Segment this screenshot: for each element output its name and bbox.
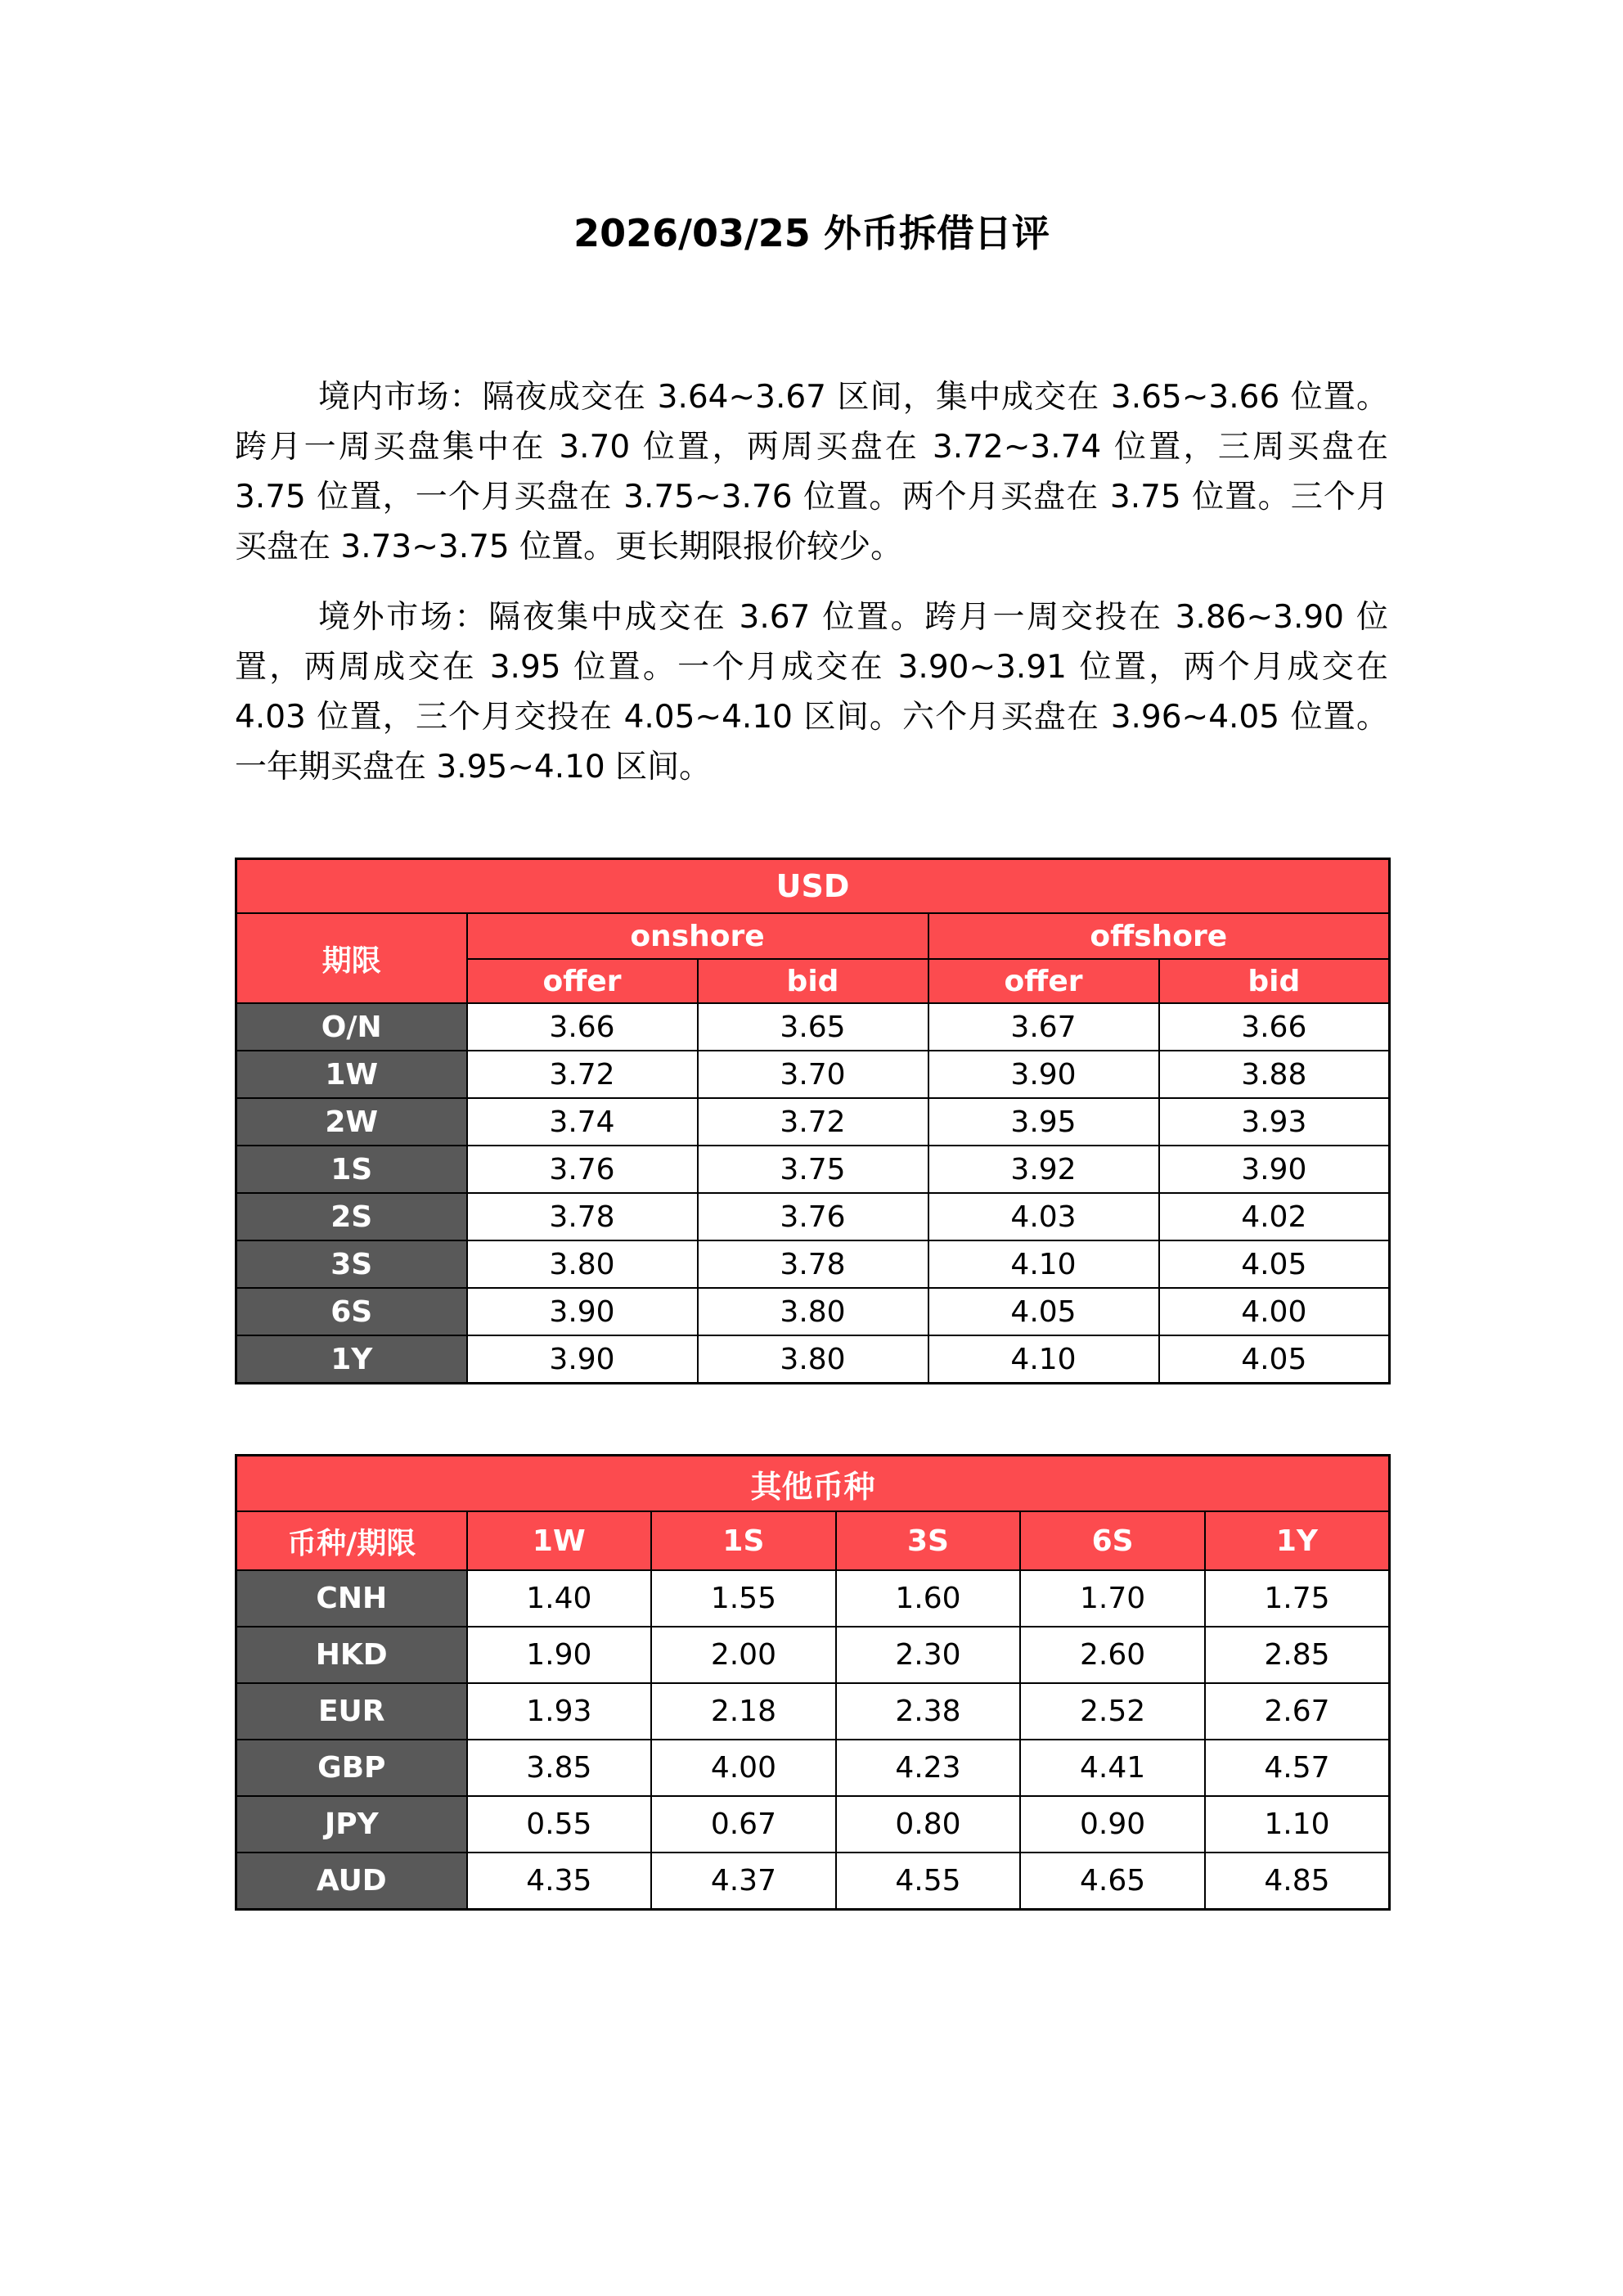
page-title: 2026/03/25 外币拆借日评 bbox=[573, 211, 1050, 255]
table-row bbox=[236, 1288, 1390, 1335]
table-row bbox=[236, 1335, 1390, 1384]
onshore-group-header: onshore bbox=[467, 913, 928, 959]
rate-cell: 1.75 bbox=[1205, 1570, 1390, 1627]
offshore-bid-header: bid bbox=[1159, 959, 1390, 1003]
table-row bbox=[236, 1098, 1390, 1146]
rate-cell: 0.67 bbox=[651, 1796, 836, 1853]
rate-cell: 3.90 bbox=[928, 1051, 1159, 1098]
rate-cell: 2.38 bbox=[836, 1683, 1021, 1740]
rate-cell: 1.90 bbox=[467, 1627, 652, 1683]
tenor-column-header: 1Y bbox=[1205, 1511, 1390, 1570]
rate-cell: 3.72 bbox=[698, 1098, 928, 1146]
table-row bbox=[236, 1683, 1390, 1740]
rate-cell: 2.60 bbox=[1020, 1627, 1205, 1683]
rate-cell: 3.80 bbox=[698, 1288, 928, 1335]
currency-cell: GBP bbox=[236, 1740, 467, 1796]
rate-cell: 4.65 bbox=[1020, 1853, 1205, 1910]
tenor-column-header: 1W bbox=[467, 1511, 652, 1570]
rate-cell: 3.74 bbox=[467, 1098, 698, 1146]
rate-cell: 2.85 bbox=[1205, 1627, 1390, 1683]
currency-tenor-corner-header: 币种/期限 bbox=[236, 1511, 467, 1570]
rate-cell: 4.03 bbox=[928, 1193, 1159, 1240]
rate-cell: 2.18 bbox=[651, 1683, 836, 1740]
rate-cell: 4.23 bbox=[836, 1740, 1021, 1796]
rate-cell: 3.78 bbox=[698, 1240, 928, 1288]
rate-cell: 3.66 bbox=[1159, 1003, 1390, 1051]
offshore-market-paragraph: 境外市场：隔夜集中成交在 3.67 位置。跨月一周交投在 3.86~3.90 位置，两周成交在 3.95 位置。一个月成交在 3.90~3.91 位置，两个月成交在 4.03 位置，三个月交投在 4.05~4.10 区间。六个月买盘在 3.96~4.05 位置。一年期买盘在 3.95~4.10 区间。 bbox=[235, 599, 1388, 786]
rate-cell: 4.05 bbox=[1159, 1240, 1390, 1288]
rate-cell: 3.93 bbox=[1159, 1098, 1390, 1146]
rate-cell: 3.78 bbox=[467, 1193, 698, 1240]
onshore-bid-header: bid bbox=[698, 959, 928, 1003]
rate-cell: 4.57 bbox=[1205, 1740, 1390, 1796]
document-body bbox=[235, 372, 1388, 1911]
rate-cell: 4.85 bbox=[1205, 1853, 1390, 1910]
domestic-market-paragraph: 境内市场：隔夜成交在 3.64~3.67 区间，集中成交在 3.65~3.66 位置。跨月一周买盘集中在 3.70 位置，两周买盘在 3.72~3.74 位置，三周买盘在 3.75 位置，一个月买盘在 3.75~3.76 位置。两个月买盘在 3.75 位置。三个月买盘在 3.73~3.75 位置。更长期限报价较少。 bbox=[235, 379, 1388, 565]
table-row bbox=[236, 1853, 1390, 1910]
tenor-column-header: 1S bbox=[651, 1511, 836, 1570]
other-table-banner: 其他币种 bbox=[236, 1456, 1390, 1512]
rate-cell: 3.80 bbox=[467, 1240, 698, 1288]
table-row bbox=[236, 1193, 1390, 1240]
rate-cell: 0.55 bbox=[467, 1796, 652, 1853]
currency-cell: EUR bbox=[236, 1683, 467, 1740]
tenor-cell: 2S bbox=[236, 1193, 467, 1240]
rate-cell: 4.35 bbox=[467, 1853, 652, 1910]
rate-cell: 4.41 bbox=[1020, 1740, 1205, 1796]
rate-cell: 3.85 bbox=[467, 1740, 652, 1796]
tenor-cell: 1S bbox=[236, 1146, 467, 1193]
rate-cell: 4.10 bbox=[928, 1335, 1159, 1384]
rate-cell: 3.95 bbox=[928, 1098, 1159, 1146]
table-row bbox=[236, 1051, 1390, 1098]
rate-cell: 3.75 bbox=[698, 1146, 928, 1193]
tenor-header-cell: 期限 bbox=[236, 913, 467, 1003]
rate-cell: 3.66 bbox=[467, 1003, 698, 1051]
rate-cell: 1.40 bbox=[467, 1570, 652, 1627]
currency-cell: CNH bbox=[236, 1570, 467, 1627]
rate-cell: 1.70 bbox=[1020, 1570, 1205, 1627]
rate-cell: 3.72 bbox=[467, 1051, 698, 1098]
rate-cell: 3.67 bbox=[928, 1003, 1159, 1051]
table-row bbox=[236, 859, 1390, 914]
rate-cell: 4.55 bbox=[836, 1853, 1021, 1910]
rate-cell: 1.55 bbox=[651, 1570, 836, 1627]
table-row bbox=[236, 1003, 1390, 1051]
rate-cell: 3.90 bbox=[467, 1288, 698, 1335]
rate-cell: 4.02 bbox=[1159, 1193, 1390, 1240]
table-row bbox=[236, 1796, 1390, 1853]
tenor-cell: O/N bbox=[236, 1003, 467, 1051]
rate-cell: 0.90 bbox=[1020, 1796, 1205, 1853]
offshore-group-header: offshore bbox=[928, 913, 1390, 959]
rate-cell: 1.10 bbox=[1205, 1796, 1390, 1853]
rate-cell: 0.80 bbox=[836, 1796, 1021, 1853]
tenor-column-header: 3S bbox=[836, 1511, 1021, 1570]
rate-cell: 3.76 bbox=[467, 1146, 698, 1193]
rate-cell: 4.05 bbox=[1159, 1335, 1390, 1384]
rate-cell: 3.90 bbox=[467, 1335, 698, 1384]
usd-table-banner: USD bbox=[236, 859, 1390, 914]
rate-cell: 3.76 bbox=[698, 1193, 928, 1240]
other-currency-table bbox=[235, 1454, 1391, 1911]
rate-cell: 1.93 bbox=[467, 1683, 652, 1740]
table-row bbox=[236, 1456, 1390, 1512]
usd-rates-table bbox=[235, 858, 1391, 1384]
tenor-cell: 1Y bbox=[236, 1335, 467, 1384]
rate-cell: 4.37 bbox=[651, 1853, 836, 1910]
table-row bbox=[236, 1511, 1390, 1570]
tenor-cell: 2W bbox=[236, 1098, 467, 1146]
rate-cell: 3.92 bbox=[928, 1146, 1159, 1193]
table-row bbox=[236, 913, 1390, 959]
tenor-cell: 1W bbox=[236, 1051, 467, 1098]
rate-cell: 3.88 bbox=[1159, 1051, 1390, 1098]
table-row bbox=[236, 1627, 1390, 1683]
rate-cell: 2.52 bbox=[1020, 1683, 1205, 1740]
rate-cell: 3.90 bbox=[1159, 1146, 1390, 1193]
rate-cell: 1.60 bbox=[836, 1570, 1021, 1627]
onshore-offer-header: offer bbox=[467, 959, 698, 1003]
rate-cell: 4.00 bbox=[651, 1740, 836, 1796]
rate-cell: 3.65 bbox=[698, 1003, 928, 1051]
table-row bbox=[236, 1570, 1390, 1627]
rate-cell: 3.80 bbox=[698, 1335, 928, 1384]
rate-cell: 2.30 bbox=[836, 1627, 1021, 1683]
table-row bbox=[236, 1146, 1390, 1193]
currency-cell: HKD bbox=[236, 1627, 467, 1683]
offshore-offer-header: offer bbox=[928, 959, 1159, 1003]
rate-cell: 4.10 bbox=[928, 1240, 1159, 1288]
rate-cell: 4.00 bbox=[1159, 1288, 1390, 1335]
currency-cell: JPY bbox=[236, 1796, 467, 1853]
rate-cell: 4.05 bbox=[928, 1288, 1159, 1335]
table-row bbox=[236, 1740, 1390, 1796]
table-row bbox=[236, 1240, 1390, 1288]
tenor-column-header: 6S bbox=[1020, 1511, 1205, 1570]
rate-cell: 2.67 bbox=[1205, 1683, 1390, 1740]
rate-cell: 2.00 bbox=[651, 1627, 836, 1683]
rate-cell: 3.70 bbox=[698, 1051, 928, 1098]
currency-cell: AUD bbox=[236, 1853, 467, 1910]
tenor-cell: 6S bbox=[236, 1288, 467, 1335]
tenor-cell: 3S bbox=[236, 1240, 467, 1288]
